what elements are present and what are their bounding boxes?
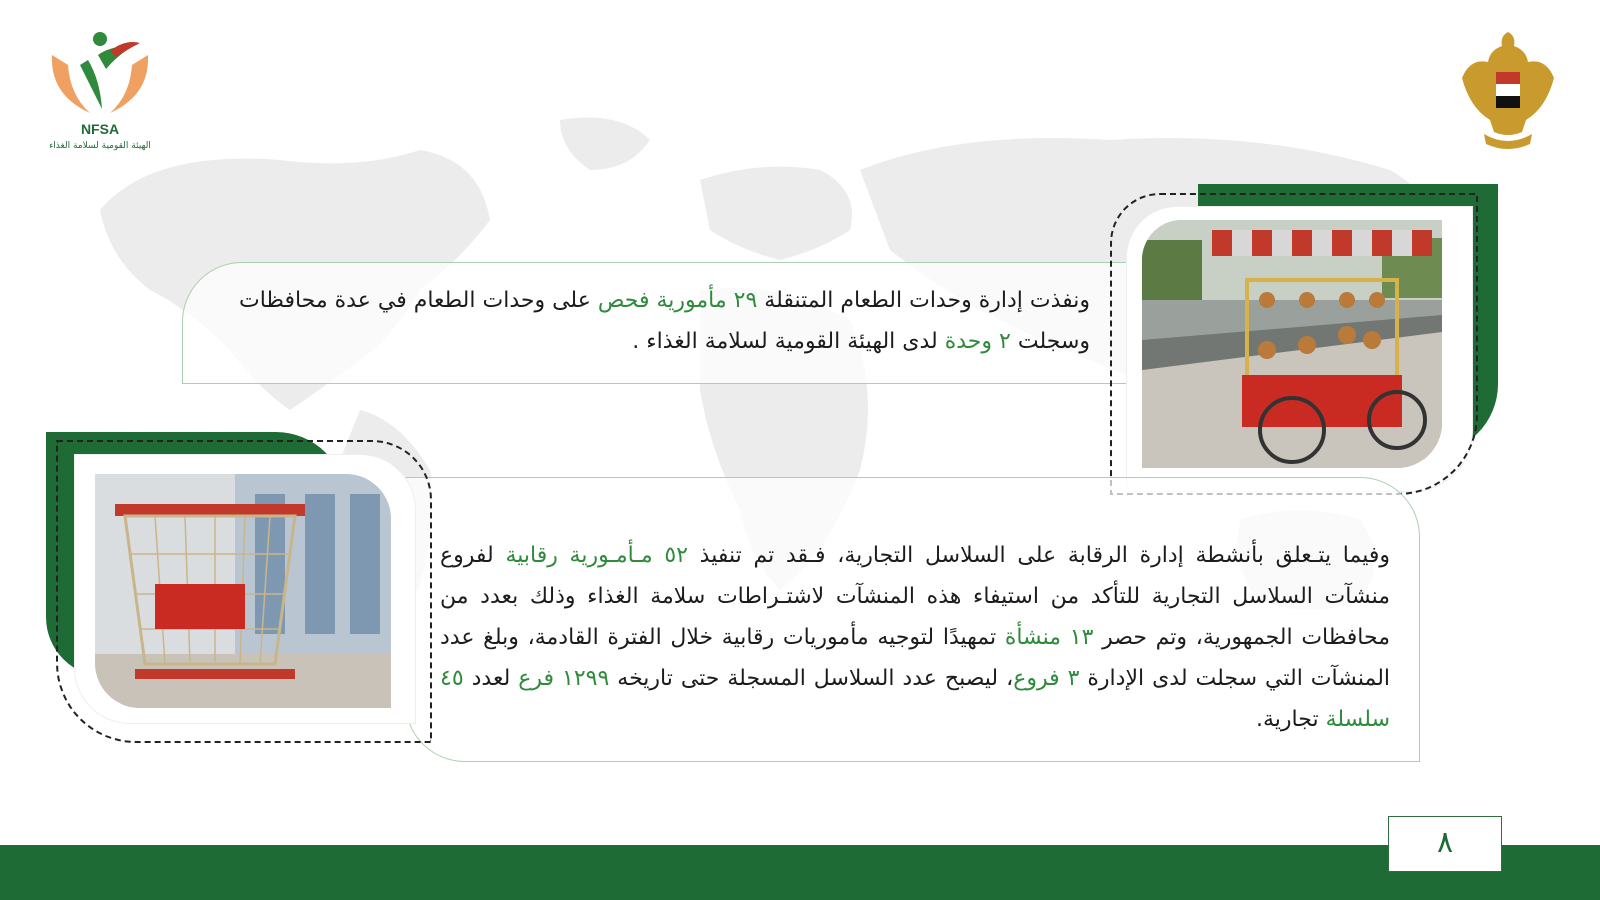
footer-bar (0, 845, 1600, 900)
highlight-units-count: ٢ وحدة (944, 329, 1011, 354)
nfsa-subtitle: الهيئة القومية لسلامة الغذاء (49, 141, 151, 151)
text: ونفذت إدارة وحدات الطعام المتنقلة (757, 288, 1090, 313)
highlight-total-branches: ١٢٩٩ فرع (518, 666, 610, 691)
text: تمهيدًا لتوجيه مأموريات رقابية خلال الفترة القادمة، وبلغ عدد المنشآت التي سجلت لدى الإدارة (440, 625, 1391, 691)
highlight-branches-count: ٣ فروع (1013, 666, 1080, 691)
text: وفيما يتـعلق بأنشطة إدارة الرقابة على السلاسل التجارية، فـقد تم تنفيذ (687, 543, 1390, 568)
highlight-facilities-count: ١٣ منشأة (1004, 625, 1094, 650)
text: لفروع منشآت السلاسل التجارية للتأكد من استيفاء هذه المنشآت لاشتـراطات سلامة الغذاء وذلك بعدد من محافظات الجمهورية، وتم حصر (440, 543, 1390, 650)
text: على وحدات الطعام في عدة محافظات وسجلت (239, 288, 1090, 354)
text: لعدد (463, 666, 519, 691)
paragraph-food-units (230, 280, 1090, 362)
highlight-chains-count: ٤٥ سلسلة (440, 666, 1390, 732)
text: ، ليصبح عدد السلاسل المسجلة حتى تاريخه (609, 666, 1014, 691)
egypt-eagle-emblem (1460, 28, 1556, 152)
nfsa-hands-icon (40, 25, 160, 121)
highlight-missions-count: ٢٩ مأمورية فحص (597, 288, 758, 313)
highlight-missions-count: ٥٢ مـأمـورية رقابية (505, 543, 688, 568)
text: تجارية. (1256, 707, 1326, 732)
text: لدى الهيئة القومية لسلامة الغذاء . (632, 329, 945, 354)
nfsa-logo (40, 25, 160, 165)
paragraph-commercial-chains (440, 535, 1390, 740)
nfsa-acronym: NFSA (80, 121, 120, 137)
food-cart-photo (1142, 220, 1442, 468)
shopping-cart-photo (95, 474, 391, 708)
page-number: ٨ (1388, 816, 1502, 872)
